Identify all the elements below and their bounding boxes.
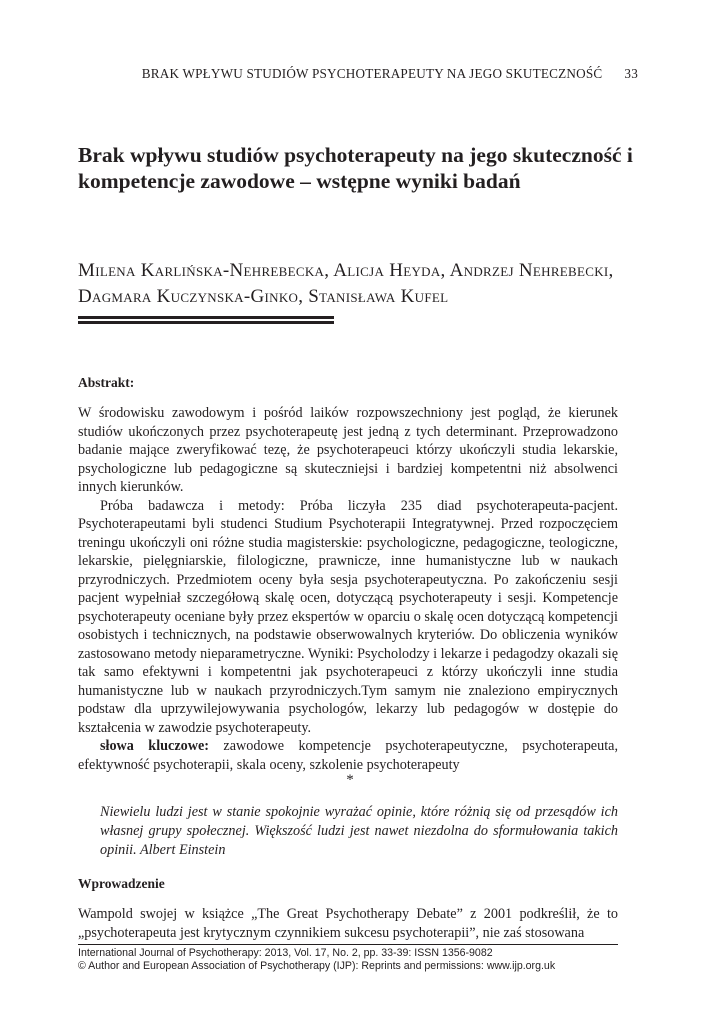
- divider-line-top: [78, 316, 334, 319]
- footer-citation: International Journal of Psychotherapy: 2013, Vol. 17, No. 2, pp. 33-39: ISSN 1356-9082: [78, 947, 493, 959]
- epigraph-quote: Niewielu ludzi jest w stanie spokojnie wyrażać opinie, które różnią się od przesądów ich własnej grupy społecznej. Większość ludzi jest nawet niezdolna do sformułowania takich opinii. Albert Einstein: [100, 804, 618, 858]
- running-head: [78, 66, 638, 82]
- keywords-text: zawodowe kompetencje psychoterapeutyczne, psychoterapeuta, efektywność psychoterapii, skala oceny, szkolenie psychoterapeuty: [78, 738, 618, 773]
- abstract-body: [78, 404, 618, 774]
- article-authors: Milena Karlińska-Nehrebecka, Alicja Heyda, Andrzej Nehrebecki, Dagmara Kuczynska-Ginko, Stanisława Kufel: [78, 260, 614, 307]
- section-separator: *: [346, 772, 354, 788]
- introduction-heading: Wprowadzenie: [78, 876, 165, 891]
- abstract-heading: Abstrakt:: [78, 375, 135, 390]
- page-number: 33: [624, 66, 638, 81]
- introduction-text: Wampold swojej w książce „The Great Psychotherapy Debate” z 2001 podkreślił, że to „psychoterapeuta jest krytycznym czynnikiem sukcesu psychoterapii”, nie zaś stosowana: [78, 906, 618, 941]
- article-title: Brak wpływu studiów psychoterapeuty na jego skuteczność i kompetencje zawodowe – wstępne wyniki badań: [78, 143, 633, 193]
- keywords-label: słowa kluczowe:: [100, 738, 209, 754]
- footer-rule: [78, 944, 618, 945]
- running-head-title: BRAK WPŁYWU STUDIÓW PSYCHOTERAPEUTY NA JEGO SKUTECZNOŚĆ: [141, 66, 603, 81]
- footer-copyright: © Author and European Association of Psychotherapy (IJP): Reprints and permissions: www.ijp.org.uk: [78, 960, 556, 972]
- keywords-paragraph: [78, 737, 618, 774]
- abstract-paragraph-1: W środowisku zawodowym i pośród laików rozpowszechniony jest pogląd, że kierunek studiów ukończonych przez psychoterapeutę jest jedną z tych determinant. Przeprowadzono badanie mające zweryfikować tezę, że psychoterapeuci którzy ukończyli studia lekarskie, psychologiczne lub pedagogiczne są skuteczniejsi i bardziej kompetentni niż absolwenci innych kierunków.: [78, 405, 618, 495]
- divider-line-bottom: [78, 321, 334, 324]
- page-footer: [78, 947, 638, 973]
- abstract-paragraph-2: Próba badawcza i metody: Próba liczyła 235 diad psychoterapeuta-pacjent. Psychoterapeutami byli studenci Studium Psychoterapii Integratywnej. Przed rozpoczęciem treningu ukończyli oni różne studia magisterskie: psychologiczne, pedagogiczne, teologiczne, lekarskie, pielęgniarskie, filologiczne, prawnicze, inne humanistyczne lub w naukach przyrodniczych. Przedmiotem oceny była sesja psychoterapeutyczna. Po zakończeniu sesji pacjent wypełniał szczegółową skalę ocen, dotyczącą psychoterapeuty i sesji. Kompetencje psychoterapeuty oceniane były przez ekspertów w oparciu o skalę ocen dotyczącą kompetencji osobistych i technicznych, na podstawie obserwowalnych kryteriów. Do obliczenia wyników zastosowano metody nieparametryczne. Wyniki: Psycholodzy i lekarze i pedagodzy okazali się tak samo efektywni i kompetentni jak psychoterapeuci z którzy ukończyli inne studia humanistyczne lub w naukach przyrodniczych.Tym samym nie znaleziono empirycznych podstaw dla uprzywilejowywania psychologów, lekarzy lub pedagogów w dostępie do kształcenia w zawodzie psychoterapeuty.: [78, 497, 618, 736]
- title-divider: [78, 316, 334, 324]
